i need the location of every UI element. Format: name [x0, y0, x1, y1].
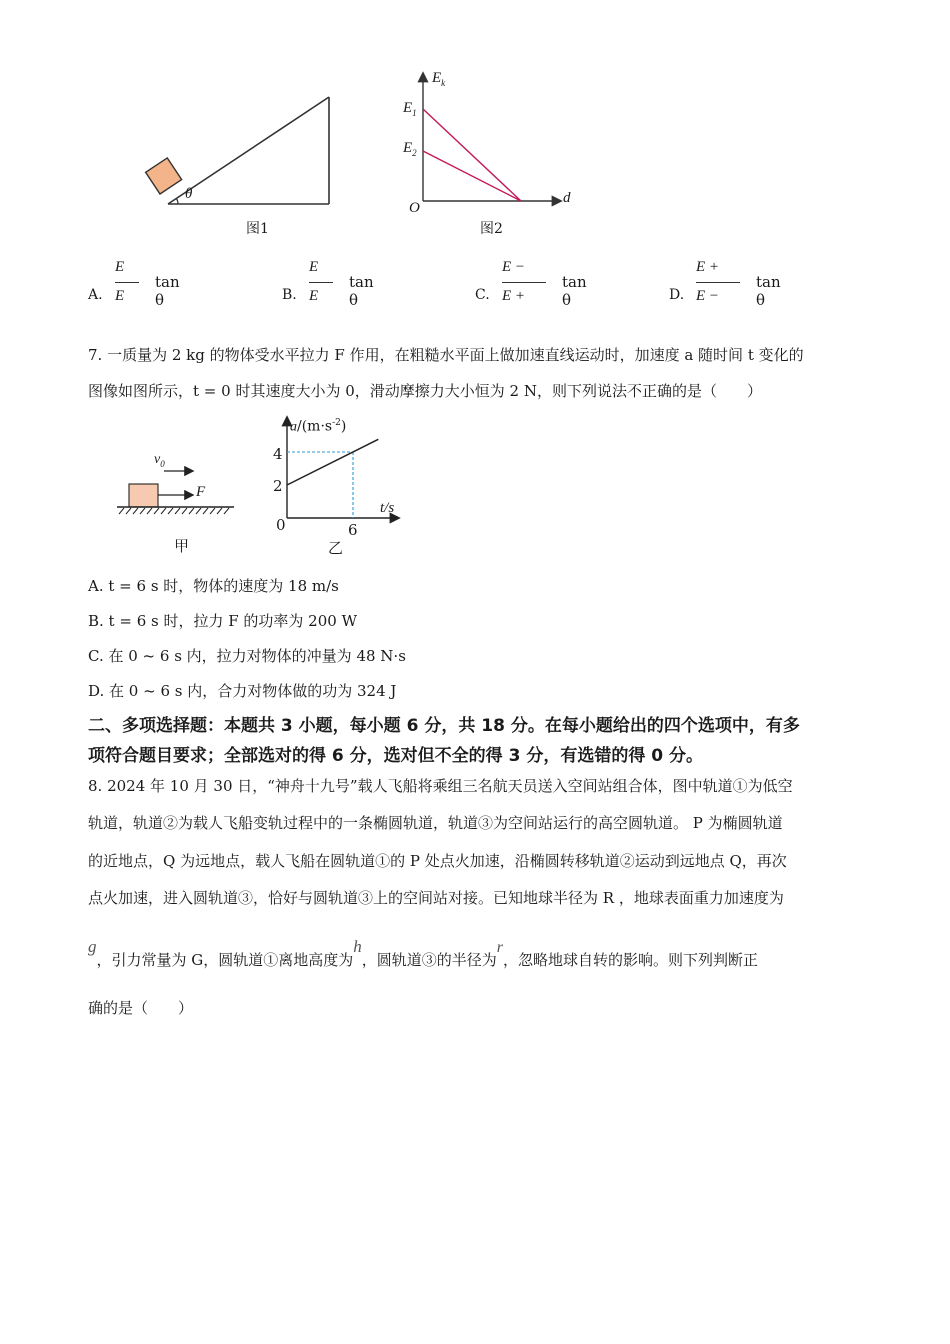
q7-option-a[interactable]: A. t = 6 s 时，物体的速度为 18 m/s [88, 577, 339, 595]
tan-theta: tan θ [756, 273, 781, 309]
fraction-bar [309, 282, 333, 283]
fraction-denominator: E [115, 288, 125, 304]
fraction-denominator: E − [696, 288, 720, 304]
fraction-denominator: E [309, 288, 319, 304]
v0-label: $v_0$ [154, 452, 165, 469]
q6-option-a[interactable] [88, 259, 258, 311]
origin-0-label: 0 [276, 516, 286, 534]
fraction-bar [115, 282, 139, 283]
option-label: C. [475, 287, 490, 303]
force-f-label: F [196, 484, 206, 500]
tick-label-x-6: 6 [348, 521, 358, 539]
q7-stem-line-1: 7. 一质量为 2 kg 的物体受水平拉力 F 作用，在粗糙水平面上做加速直线运动时，加速度 a 随时间 t 变化的 [88, 346, 804, 364]
option-label: A. [88, 287, 103, 303]
section-2-heading-line-1: 二、多项选择题：本题共 3 小题，每小题 6 分，共 18 分。在每小题给出的四个选项中，有多 [88, 716, 800, 736]
fraction-bar [502, 282, 546, 283]
q8-stem-line-5: g，引力常量为 G，圆轨道①离地高度为h，圆轨道③的半径为r，忽略地球自转的影响。则下列判断正 [88, 937, 759, 969]
figure-yi-caption: 乙 [328, 539, 344, 557]
tick-label-y-4: 4 [273, 445, 283, 463]
symbol-g: g [88, 937, 97, 956]
d-axis-label: d [563, 190, 571, 206]
option-label: D. [669, 287, 685, 303]
figure-2-graph [395, 68, 575, 213]
figure-1-incline [130, 90, 340, 215]
fraction-numerator: E [115, 259, 125, 275]
fraction-numerator: E − [502, 259, 526, 275]
fraction-denominator: E + [502, 288, 526, 304]
symbol-h: h [353, 937, 362, 956]
q7-stem-line-2: 图像如图所示，t = 0 时其速度大小为 0，滑动摩擦力大小恒为 2 N，则下列说法不正确的是（ ） [88, 382, 762, 400]
q7-option-d[interactable]: D. 在 0 ~ 6 s 内，合力对物体做的功为 324 J [88, 682, 397, 700]
origin-o-label: O [409, 200, 420, 216]
figure-1-caption: 图1 [246, 221, 269, 237]
figure-2-caption: 图2 [480, 221, 503, 237]
t-axis-label: t/s [380, 500, 395, 516]
q7-option-b[interactable]: B. t = 6 s 时，拉力 F 的功率为 200 W [88, 612, 357, 630]
q7-option-c[interactable]: C. 在 0 ~ 6 s 内，拉力对物体的冲量为 48 N·s [88, 647, 406, 665]
q6-option-d[interactable] [669, 259, 839, 311]
a-axis-label: $a/(m\cdot s^{-2})$ [290, 418, 347, 435]
section-2-heading-line-2: 项符合题目要求；全部选对的得 6 分，选对但不全的得 3 分，有选错的得 0 分。 [88, 746, 703, 766]
tan-theta: tan θ [349, 273, 374, 309]
tan-theta: tan θ [155, 273, 180, 309]
figure-jia-caption: 甲 [174, 537, 190, 555]
q8-stem-line-2: 轨道，轨道②为载人飞船变轨过程中的一条椭圆轨道，轨道③为空间站运行的高空圆轨道。 P 为椭圆轨道 [88, 814, 783, 832]
fraction-numerator: E [309, 259, 319, 275]
symbol-r: r [496, 939, 504, 956]
e2-label: $E_2$ [403, 140, 417, 158]
option-label: B. [282, 287, 297, 303]
q8-stem-line-3: 的近地点，Q 为远地点，载人飞船在圆轨道①的 P 处点火加速，沿椭圆转移轨道②运动到远地点 Q，再次 [88, 852, 787, 870]
fraction-numerator: E + [696, 259, 720, 275]
ek-axis-label: $E_k$ [432, 70, 446, 88]
q6-option-b[interactable] [282, 259, 452, 311]
q8-stem-line-1: 8. 2024 年 10 月 30 日，“神舟十九号”载人飞船将乘组三名航天员送入空间站组合体，图中轨道①为低空 [88, 777, 793, 795]
angle-theta-label: θ [185, 186, 193, 202]
q6-option-c[interactable] [475, 259, 645, 311]
tan-theta: tan θ [562, 273, 587, 309]
figure-jia-block [112, 448, 240, 518]
fraction-bar [696, 282, 740, 283]
q8-stem-line-6: 确的是（ ） [88, 999, 194, 1017]
tick-label-y-2: 2 [273, 477, 283, 495]
acceleration-line [287, 439, 378, 485]
e1-label: $E_1$ [403, 100, 417, 118]
q8-stem-line-4: 点火加速，进入圆轨道③，恰好与圆轨道③上的空间站对接。已知地球半径为 R ，地球表面重力加速度为 [88, 889, 784, 907]
